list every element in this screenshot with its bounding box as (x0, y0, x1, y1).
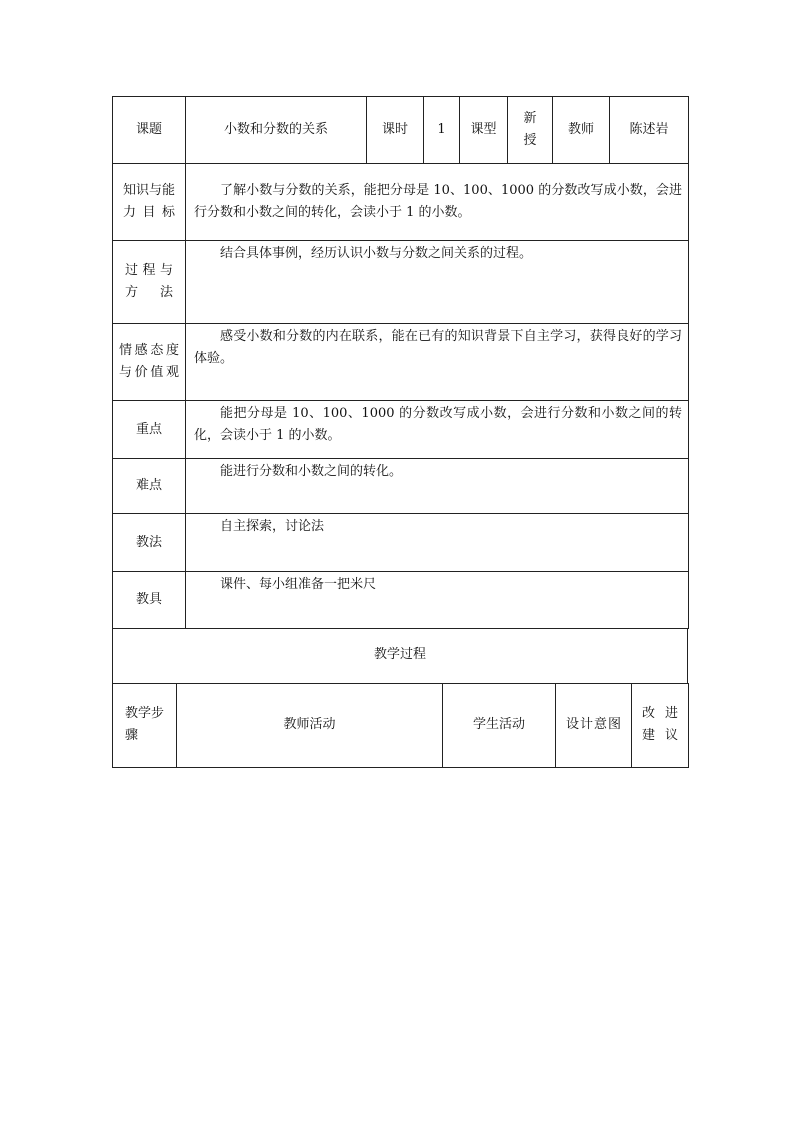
student-activity-header: 学生活动 (443, 683, 556, 767)
method-label: 教法 (113, 514, 186, 572)
type-value: 新授 (508, 97, 553, 164)
steps-header: 教学步骤 (125, 705, 165, 743)
teacher-label: 教师 (553, 97, 610, 164)
method-row (113, 514, 689, 572)
emotion-label: 情感态度与价值观 (119, 343, 179, 380)
period-label: 课时 (367, 97, 424, 164)
process-text: 结合具体事例，经历认识小数与分数之间关系的过程。 (220, 246, 533, 261)
lesson-plan-table (112, 96, 689, 629)
type-label: 课型 (460, 97, 508, 164)
difficult-row (113, 459, 689, 514)
key-row (113, 401, 689, 459)
method-text: 自主探索，讨论法 (220, 519, 325, 534)
process-label: 过程与方法 (125, 263, 173, 300)
tools-label: 教具 (113, 572, 186, 629)
topic-value: 小数和分数的关系 (186, 97, 367, 164)
process-header-table (112, 683, 689, 768)
process-title-table (112, 628, 688, 684)
emotion-row (113, 324, 689, 401)
key-text: 能把分母是 10、100、1000 的分数改写成小数，会进行分数和小数之间的转化，会读小于 1 的小数。 (194, 406, 682, 443)
teacher-value: 陈述岩 (610, 97, 689, 164)
difficult-text: 能进行分数和小数之间的转化。 (220, 464, 403, 479)
tools-row (113, 572, 689, 629)
difficult-label: 难点 (113, 459, 186, 514)
process-title: 教学过程 (113, 628, 688, 683)
knowledge-row (113, 164, 689, 241)
teacher-activity-header: 教师活动 (177, 683, 443, 767)
period-value: 1 (424, 97, 460, 164)
process-header-row (113, 683, 689, 767)
emotion-text: 感受小数和分数的内在联系，能在已有的知识背景下自主学习，获得良好的学习体验。 (194, 329, 682, 366)
knowledge-label: 知识与能力目标 (123, 183, 176, 220)
key-label: 重点 (113, 401, 186, 459)
knowledge-text: 了解小数与分数的关系，能把分母是 10、100、1000 的分数改写成小数，会进行分数和小数之间的转化，会读小于 1 的小数。 (194, 183, 682, 220)
process-row (113, 241, 689, 324)
topic-label: 课题 (113, 97, 186, 164)
improvement-header: 改进建议 (642, 705, 678, 743)
design-intent-header: 设计意图 (566, 716, 621, 732)
tools-text: 课件、每小组准备一把米尺 (220, 577, 377, 592)
header-row (113, 97, 689, 164)
